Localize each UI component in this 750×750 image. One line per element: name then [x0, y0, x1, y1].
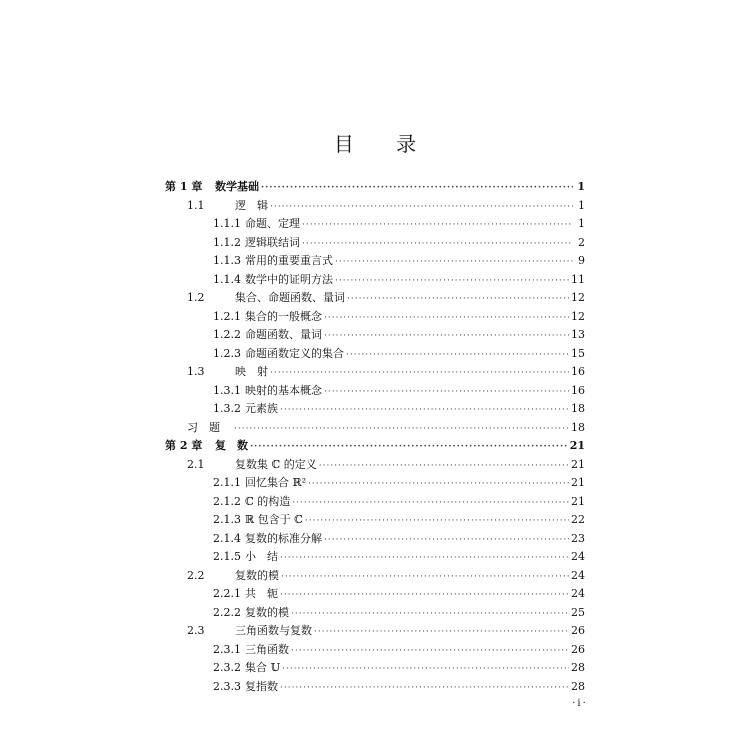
- toc-leader-dots: [282, 660, 569, 678]
- toc-chapter-entry[interactable]: [165, 437, 585, 455]
- toc-subsection-entry[interactable]: [165, 271, 585, 289]
- toc-entry-title: 元素族: [245, 402, 278, 415]
- toc-entry-title: 逻 辑: [235, 198, 268, 212]
- toc-entry-page: 15: [571, 346, 585, 360]
- toc-entry-title: ℂ 的构造: [245, 494, 291, 508]
- toc-entry-number: 1.1.2: [213, 235, 241, 249]
- page-number-footer: ·i·: [572, 698, 588, 709]
- toc-leader-dots: [324, 531, 569, 549]
- toc-leader-dots: [324, 327, 569, 345]
- toc-subsection-entry[interactable]: [165, 511, 585, 529]
- toc-subsection-entry[interactable]: [165, 641, 585, 659]
- toc-entry-page: 1: [578, 198, 585, 212]
- toc-entry-page: 25: [571, 605, 585, 619]
- toc-entry-title: 回忆集合 ℝ²: [245, 476, 307, 489]
- toc-entry-number: 1.1.3: [213, 254, 241, 267]
- toc-entry-title: 三角函数与复数: [235, 624, 312, 637]
- toc-leader-dots: [346, 346, 569, 364]
- toc-subsection-entry[interactable]: [165, 308, 585, 326]
- toc-entry-number: 2.1: [187, 457, 205, 471]
- toc-entry-page: 1: [577, 180, 585, 193]
- toc-leader-dots: [314, 623, 569, 641]
- toc-entry-number: 第 1 章: [165, 180, 203, 193]
- toc-entry-title: 小 结: [245, 550, 278, 563]
- toc-entry-page: 23: [571, 531, 585, 545]
- toc-subsection-entry[interactable]: [165, 678, 585, 696]
- toc-leader-dots: [335, 253, 573, 271]
- toc-leader-dots: [280, 549, 569, 567]
- toc-entry-page: 24: [571, 587, 585, 600]
- toc-leader-dots: [261, 179, 573, 197]
- toc-entry-number: 1.2: [187, 291, 205, 304]
- page-title: 目 录: [333, 132, 435, 156]
- toc-entry-title: 共 轭: [245, 587, 278, 600]
- toc-entry-number: 2.1.1: [213, 476, 241, 489]
- toc-entry-page: 12: [571, 291, 585, 304]
- toc-section-entry[interactable]: [165, 456, 585, 474]
- toc-entry-page: 22: [571, 513, 585, 526]
- toc-entry-page: 18: [571, 402, 585, 415]
- toc-entry-page: 21: [571, 476, 585, 489]
- toc-leader-dots: [305, 512, 569, 530]
- toc-entry-title: 复数的标准分解: [245, 531, 322, 545]
- toc-entry-title: 命题、定理: [245, 217, 300, 230]
- toc-entry-page: 12: [571, 309, 585, 323]
- toc-entry-number: 1.1.4: [213, 272, 241, 286]
- toc-entry-title: 集合 𝕌: [245, 661, 281, 674]
- toc-entry-title: 命题函数、量词: [245, 328, 322, 341]
- toc-entry-number: 2.1.3: [213, 513, 241, 526]
- toc-entry-title: 复 数: [215, 439, 248, 452]
- toc-section-entry[interactable]: [165, 289, 585, 307]
- toc-subsection-entry[interactable]: [165, 530, 585, 548]
- toc-entry-title: 三角函数: [245, 642, 289, 656]
- toc-entry-title: 常用的重要重言式: [245, 254, 333, 267]
- toc-entry-number: 1.3: [187, 365, 205, 378]
- toc-entry-page: 13: [571, 328, 585, 341]
- toc-leader-dots: [250, 438, 568, 456]
- toc-entry-page: 21: [571, 494, 585, 508]
- toc-subsection-entry[interactable]: [165, 548, 585, 566]
- toc-subsection-entry[interactable]: [165, 585, 585, 603]
- toc-entry-page: 28: [571, 661, 585, 674]
- toc-entry-number: 第 2 章: [165, 439, 203, 452]
- toc-section-entry[interactable]: [165, 622, 585, 640]
- toc-entry-title: 复数集 ℂ 的定义: [235, 457, 317, 471]
- toc-entry-title: 集合、命题函数、量词: [235, 291, 345, 304]
- toc-entry-number: 2.1.2: [213, 494, 241, 508]
- toc-subsection-entry[interactable]: [165, 604, 585, 622]
- toc-entry-number: 1.3.2: [213, 402, 241, 415]
- toc-leader-dots: [270, 364, 569, 382]
- toc-leader-dots: [280, 401, 569, 419]
- toc-entry-page: 21: [571, 457, 585, 471]
- toc-entry-number: 2.3.3: [213, 679, 241, 693]
- toc-leader-dots: [291, 605, 569, 623]
- toc-entry-title: 命题函数定义的集合: [245, 346, 344, 360]
- toc-entry-page: 18: [571, 420, 585, 434]
- toc-entry-title: 映射的基本概念: [245, 383, 322, 397]
- toc-leader-dots: [234, 420, 569, 438]
- toc-leader-dots: [280, 679, 569, 697]
- toc-leader-dots: [270, 198, 573, 216]
- toc-leader-dots: [347, 290, 569, 308]
- toc-entry-page: 16: [571, 365, 585, 378]
- toc-subsection-entry[interactable]: [165, 345, 585, 363]
- toc-entry-number: 2.3.1: [213, 642, 241, 656]
- toc-entry-page: 26: [571, 642, 585, 656]
- toc-subsection-entry[interactable]: [165, 252, 585, 270]
- toc-subsection-entry[interactable]: [165, 215, 585, 233]
- toc-entry-number: 1.2.1: [213, 309, 241, 323]
- toc-leader-dots: [281, 568, 569, 586]
- toc-entry-number: 1.2.3: [213, 346, 241, 360]
- toc-leader-dots: [291, 642, 569, 660]
- toc-chapter-entry[interactable]: [165, 178, 585, 196]
- toc-subsection-entry[interactable]: [165, 659, 585, 677]
- toc-leader-dots: [319, 457, 569, 475]
- toc-subsection-entry[interactable]: [165, 474, 585, 492]
- toc-entry-number: 1.3.1: [213, 383, 241, 397]
- toc-subsection-entry[interactable]: [165, 400, 585, 418]
- toc-entry-page: 11: [571, 272, 585, 286]
- toc-entry-title: 逻辑联结词: [245, 235, 300, 249]
- toc-entry-number: 2.3.2: [213, 661, 241, 674]
- toc-entry-page: 24: [571, 568, 585, 582]
- toc-leader-dots: [308, 475, 569, 493]
- toc-entry-number: 2.1.5: [213, 550, 241, 563]
- toc-entry-number: 1.1: [187, 198, 205, 212]
- toc-entry-page: 16: [571, 383, 585, 397]
- toc-section-entry[interactable]: [165, 567, 585, 585]
- toc-entry-title: 复数的模: [235, 568, 279, 582]
- toc-entry-title: 数学中的证明方法: [245, 272, 333, 286]
- toc-entry-number: 2.2.1: [213, 587, 241, 600]
- toc-leader-dots: [292, 494, 569, 512]
- toc-section-entry[interactable]: [165, 363, 585, 381]
- toc-subsection-entry[interactable]: [165, 326, 585, 344]
- toc-leader-dots: [324, 383, 569, 401]
- toc-entry-title: 集合的一般概念: [245, 309, 322, 323]
- toc-entry-title: 数学基础: [215, 180, 259, 193]
- toc-entry-number: 2.1.4: [213, 531, 241, 545]
- toc-entry-title: ℝ 包含于 ℂ: [245, 513, 303, 526]
- toc-entry-number: 习 题: [187, 420, 220, 434]
- toc-entry-page: 9: [578, 254, 585, 267]
- toc-subsection-entry[interactable]: [165, 234, 585, 252]
- toc-entry-page: 26: [571, 624, 585, 637]
- toc-entry-page: 24: [571, 550, 585, 563]
- toc-entry-title: 映 射: [235, 365, 268, 378]
- toc-entry-number: 2.3: [187, 624, 205, 637]
- toc-entry-number: 1.1.1: [213, 217, 241, 230]
- toc-entry-number: 1.2.2: [213, 328, 241, 341]
- toc-entry-number: 2.2: [187, 568, 205, 582]
- toc-subsection-entry[interactable]: [165, 493, 585, 511]
- toc-entry-page: 2: [578, 235, 585, 249]
- toc-section-entry[interactable]: [165, 197, 585, 215]
- toc-leader-dots: [280, 586, 569, 604]
- toc-leader-dots: [302, 235, 573, 253]
- toc-subsection-entry[interactable]: [165, 382, 585, 400]
- toc-leader-dots: [324, 309, 569, 327]
- toc-entry-page: 1: [578, 217, 585, 230]
- toc-entry-title: 复指数: [245, 679, 278, 693]
- toc-entry-page: 21: [569, 439, 585, 452]
- toc-entry-page: 28: [571, 679, 585, 693]
- toc-exercise-entry[interactable]: [165, 419, 585, 437]
- toc-leader-dots: [302, 216, 573, 234]
- toc-leader-dots: [335, 272, 569, 290]
- toc-entry-number: 2.2.2: [213, 605, 241, 619]
- toc-entry-title: 复数的模: [245, 605, 289, 619]
